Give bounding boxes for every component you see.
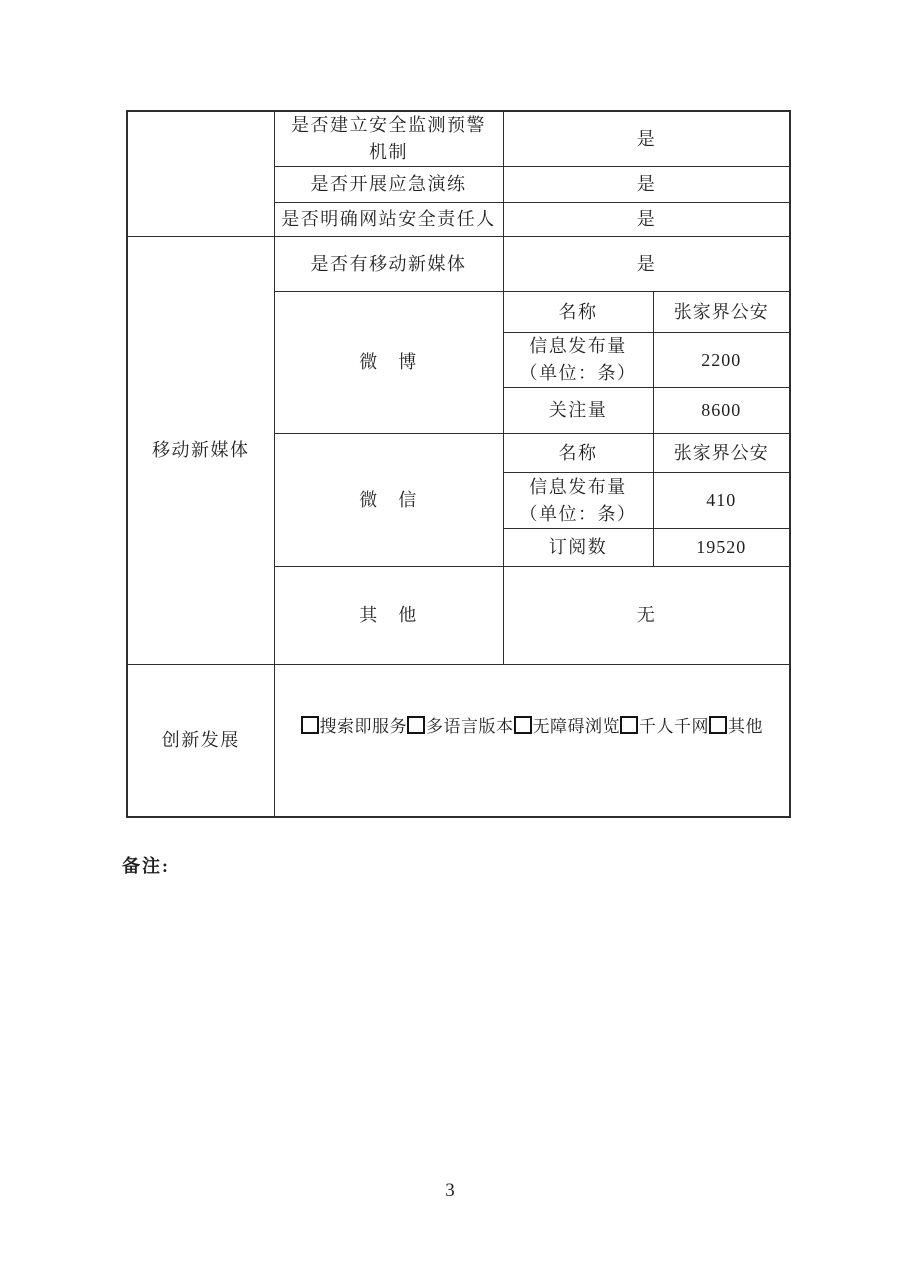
row-value: 2200 [701,349,742,370]
section-label-cell [127,111,274,237]
row-label-cell [274,237,503,292]
row-label: 机制 [369,142,408,162]
innovation-option-label: 其他 [728,716,763,736]
row-label: 订阅数 [548,537,608,557]
innovation-option [514,717,621,736]
row-value-cell [503,167,790,203]
row-label: 信息发布量 [529,336,627,356]
row-value: 是 [636,209,656,229]
row-value-cell [653,388,790,434]
row-value-cell [503,203,790,237]
report-table [126,110,791,818]
row-label: 是否明确网站安全责任人 [281,209,496,229]
section-label-cell [127,665,274,817]
checkbox-icon[interactable] [407,716,425,734]
wechat-label: 微 信 [359,489,418,510]
innovation-option [407,717,514,736]
innovation-options-line [275,713,790,740]
row-label: 是否开展应急演练 [310,174,467,194]
weibo-label: 微 博 [359,352,418,372]
row-label-cell [503,473,653,529]
row-value-cell [653,529,790,567]
row-value: 无 [636,605,656,625]
row-value-cell [653,292,790,333]
innovation-options-cell [274,665,790,817]
row-label: 其 他 [359,605,418,625]
checkbox-icon[interactable] [514,716,532,734]
row-label: 名称 [558,301,598,322]
weibo-label-cell [274,292,503,434]
section-label-cell [127,237,274,665]
innovation-option [620,717,709,736]
innovation-option-label: 多语言版本 [426,716,514,736]
row-value: 张家界公安 [673,301,769,322]
row-label: （单位：条） [519,363,637,383]
row-value: 410 [706,490,737,510]
row-value: 是 [636,253,656,274]
row-value: 8600 [701,400,742,420]
section-label: 移动新媒体 [152,440,250,460]
innovation-option [709,717,763,736]
row-label: （单位：条） [519,503,637,524]
notes-label: 备注: [122,856,170,876]
row-label-cell [274,111,503,167]
row-label: 是否有移动新媒体 [310,253,467,274]
row-label: 信息发布量 [529,476,627,497]
row-value: 张家界公安 [673,442,769,463]
table-row [127,111,790,167]
section-label: 创新发展 [161,729,240,750]
row-value-cell [503,567,790,665]
row-label-cell [503,529,653,567]
row-value-cell [653,333,790,388]
row-label-cell [503,333,653,388]
innovation-option-label: 无障碍浏览 [532,716,620,736]
checkbox-icon[interactable] [620,716,638,734]
page-number: 3 [445,1180,455,1201]
checkbox-icon[interactable] [709,716,727,734]
row-value-cell [653,434,790,473]
table-row [127,665,790,817]
wechat-label-cell [274,434,503,567]
row-value: 19520 [696,537,747,557]
row-value: 是 [636,174,656,194]
row-label-cell [274,567,503,665]
row-label: 是否建立安全监测预警 [291,115,486,135]
row-value-cell [503,111,790,167]
checkbox-icon[interactable] [301,716,319,734]
row-label-cell [503,388,653,434]
row-value-cell [503,237,790,292]
innovation-option-label: 搜索即服务 [319,716,407,736]
row-label-cell [503,292,653,333]
row-label-cell [274,203,503,237]
row-label: 关注量 [548,400,608,420]
row-label-cell [274,167,503,203]
table-row [127,237,790,292]
row-value: 是 [636,128,656,149]
row-value-cell [653,473,790,529]
row-label-cell [503,434,653,473]
row-label: 名称 [558,442,598,463]
innovation-option-label: 千人千网 [639,716,709,736]
innovation-option [301,717,408,736]
